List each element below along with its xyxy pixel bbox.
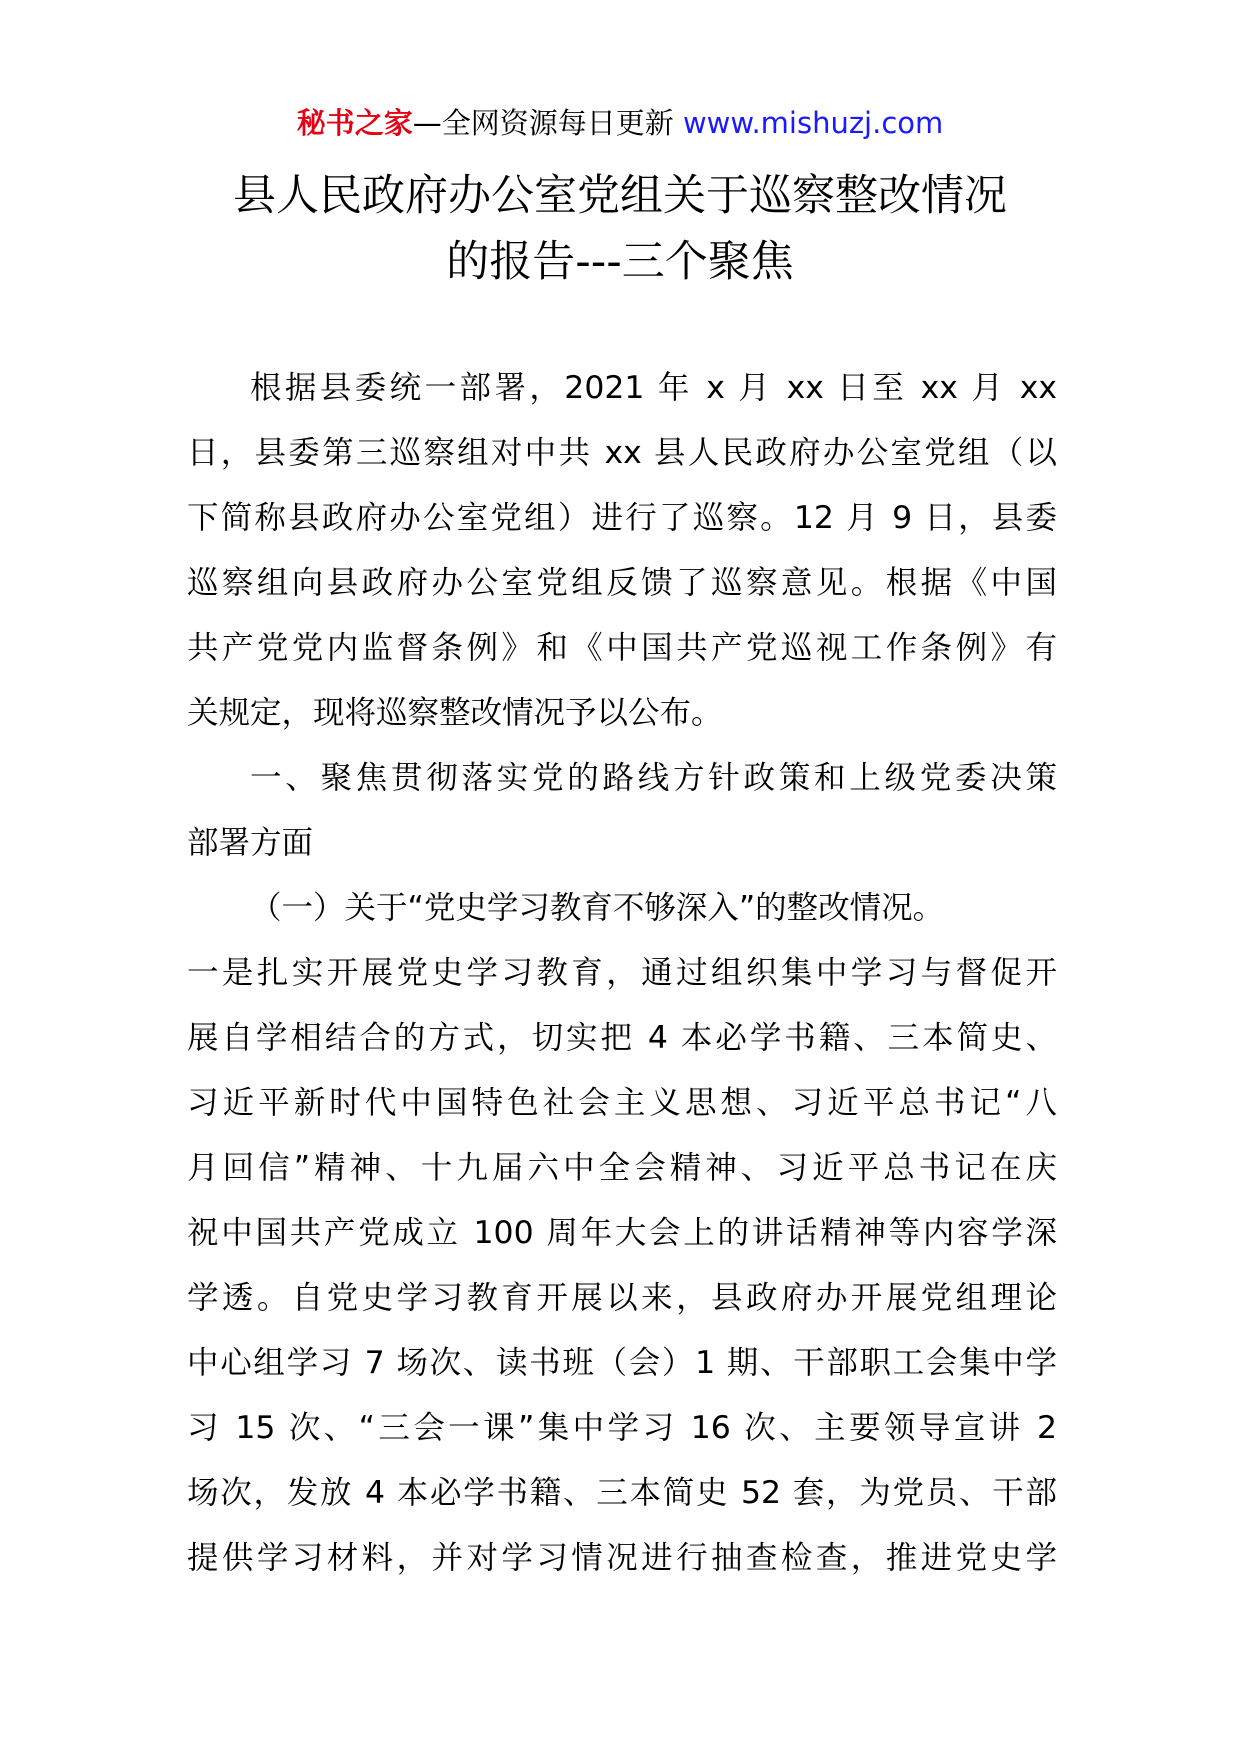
body-line: 下简称县政府办公室党组）进行了巡察。12 月 9 日，县委	[187, 500, 1057, 536]
site-header	[0, 103, 1240, 143]
body-line: 根据县委统一部署，2021 年 x 月 xx 日至 xx 月 xx	[250, 370, 1057, 406]
body-line: 习近平新时代中国特色社会主义思想、习近平总书记“八	[187, 1085, 1057, 1121]
document-body	[187, 356, 1057, 1591]
body-line: 共产党党内监督条例》和《中国共产党巡视工作条例》有	[187, 630, 1057, 666]
body-line: 场次，发放 4 本必学书籍、三本简史 52 套，为党员、干部	[187, 1475, 1057, 1511]
body-line: 提供学习材料，并对学习情况进行抽查检查，推进党史学	[187, 1540, 1057, 1576]
body-line: 一是扎实开展党史学习教育，通过组织集中学习与督促开	[187, 955, 1057, 991]
body-line: 展自学相结合的方式，切实把 4 本必学书籍、三本简史、	[187, 1020, 1057, 1056]
site-url-link[interactable]: www.mishuzj.com	[682, 106, 944, 140]
document-title	[150, 163, 1090, 295]
body-line: 巡察组向县政府办公室党组反馈了巡察意见。根据《中国	[187, 565, 1057, 601]
subsection-heading: （一）关于“党史学习教育不够深入”的整改情况。	[250, 890, 945, 926]
body-line: 月回信”精神、十九届六中全会精神、习近平总书记在庆	[187, 1150, 1057, 1186]
section-heading-continued: 部署方面	[187, 825, 314, 861]
site-brand: 秘书之家	[296, 106, 413, 140]
title-line-1: 县人民政府办公室党组关于巡察整改情况	[233, 171, 1007, 221]
body-line: 日，县委第三巡察组对中共 xx 县人民政府办公室党组（以	[187, 435, 1057, 471]
body-line: 祝中国共产党成立 100 周年大会上的讲话精神等内容学深	[187, 1215, 1057, 1251]
title-line-2: 的报告---三个聚焦	[446, 237, 794, 287]
section-heading: 一、聚焦贯彻落实党的路线方针政策和上级党委决策	[250, 760, 1057, 796]
body-line: 中心组学习 7 场次、读书班（会）1 期、干部职工会集中学	[187, 1345, 1057, 1381]
body-line: 习 15 次、“三会一课”集中学习 16 次、主要领导宣讲 2	[187, 1410, 1057, 1446]
body-line: 学透。自党史学习教育开展以来，县政府办开展党组理论	[187, 1280, 1057, 1316]
site-tagline: —全网资源每日更新	[412, 106, 674, 140]
body-line: 关规定，现将巡察整改情况予以公布。	[187, 695, 723, 731]
